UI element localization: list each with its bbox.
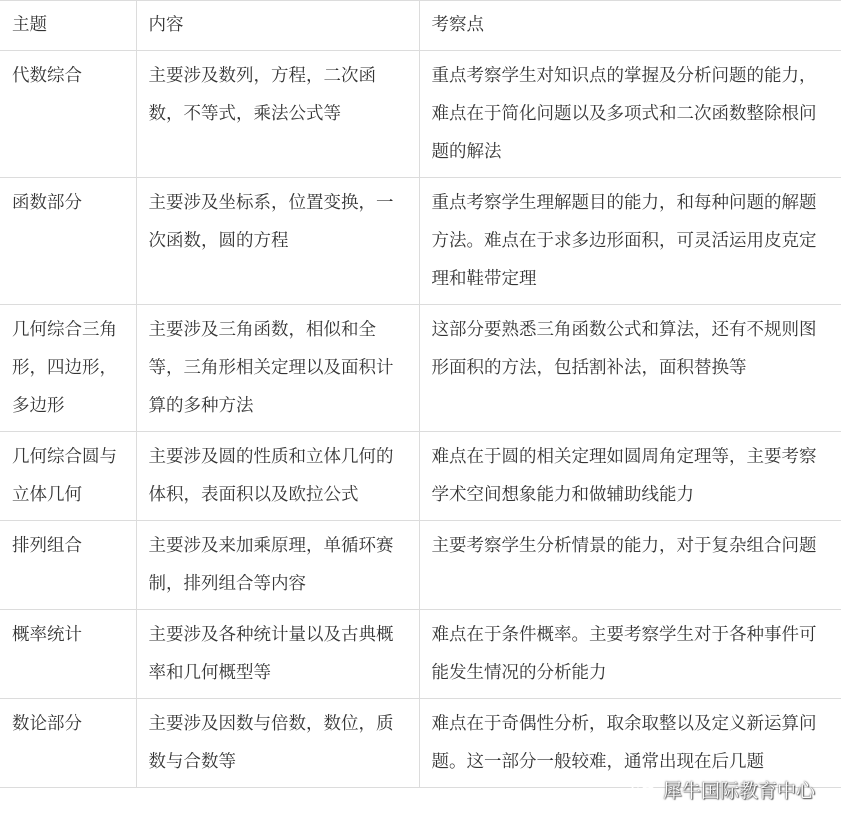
focus-cell: 主要考察学生分析情景的能力，对于复杂组合问题	[419, 521, 841, 610]
focus-cell: 这部分要熟悉三角函数公式和算法，还有不规则图形面积的方法，包括割补法，面积替换等	[419, 305, 841, 432]
focus-cell: 难点在于圆的相关定理如圆周角定理等，主要考察学术空间想象能力和做辅助线能力	[419, 432, 841, 521]
watermark	[631, 776, 815, 803]
content-cell: 主要涉及因数与倍数，数位，质数与合数等	[136, 699, 419, 788]
focus-cell: 重点考察学生对知识点的掌握及分析问题的能力，难点在于简化问题以及多项式和二次函数整除根问题的解法	[419, 51, 841, 178]
topic-cell: 函数部分	[0, 178, 136, 305]
content-cell: 主要涉及圆的性质和立体几何的体积，表面积以及欧拉公式	[136, 432, 419, 521]
table-row	[0, 699, 841, 788]
table-row	[0, 432, 841, 521]
topic-cell: 数论部分	[0, 699, 136, 788]
topic-cell: 几何综合圆与立体几何	[0, 432, 136, 521]
wechat-icon	[631, 779, 657, 801]
content-cell: 主要涉及数列，方程，二次函数，不等式，乘法公式等	[136, 51, 419, 178]
content-cell: 主要涉及来加乘原理，单循环赛制，排列组合等内容	[136, 521, 419, 610]
focus-cell: 难点在于条件概率。主要考察学生对于各种事件可能发生情况的分析能力	[419, 610, 841, 699]
topic-cell: 概率统计	[0, 610, 136, 699]
watermark-text: 犀牛国际教育中心	[662, 780, 815, 802]
content-cell: 主要涉及三角函数，相似和全等，三角形相关定理以及面积计算的多种方法	[136, 305, 419, 432]
topic-cell: 代数综合	[0, 51, 136, 178]
content-cell: 主要涉及坐标系，位置变换，一次函数，圆的方程	[136, 178, 419, 305]
header-topic: 主题	[0, 1, 136, 51]
header-focus: 考察点	[419, 1, 841, 51]
header-row	[0, 1, 841, 51]
topic-cell: 几何综合三角形，四边形，多边形	[0, 305, 136, 432]
table-row	[0, 521, 841, 610]
table-row	[0, 51, 841, 178]
focus-cell: 重点考察学生理解题目的能力，和每种问题的解题方法。难点在于求多边形面积，可灵活运用皮克定理和鞋带定理	[419, 178, 841, 305]
content-cell: 主要涉及各种统计量以及古典概率和几何概型等	[136, 610, 419, 699]
table-row	[0, 178, 841, 305]
header-content: 内容	[136, 1, 419, 51]
topic-cell: 排列组合	[0, 521, 136, 610]
table-row	[0, 305, 841, 432]
table-row	[0, 610, 841, 699]
focus-cell: 难点在于奇偶性分析，取余取整以及定义新运算问题。这一部分一般较难，通常出现在后几题	[419, 699, 841, 788]
